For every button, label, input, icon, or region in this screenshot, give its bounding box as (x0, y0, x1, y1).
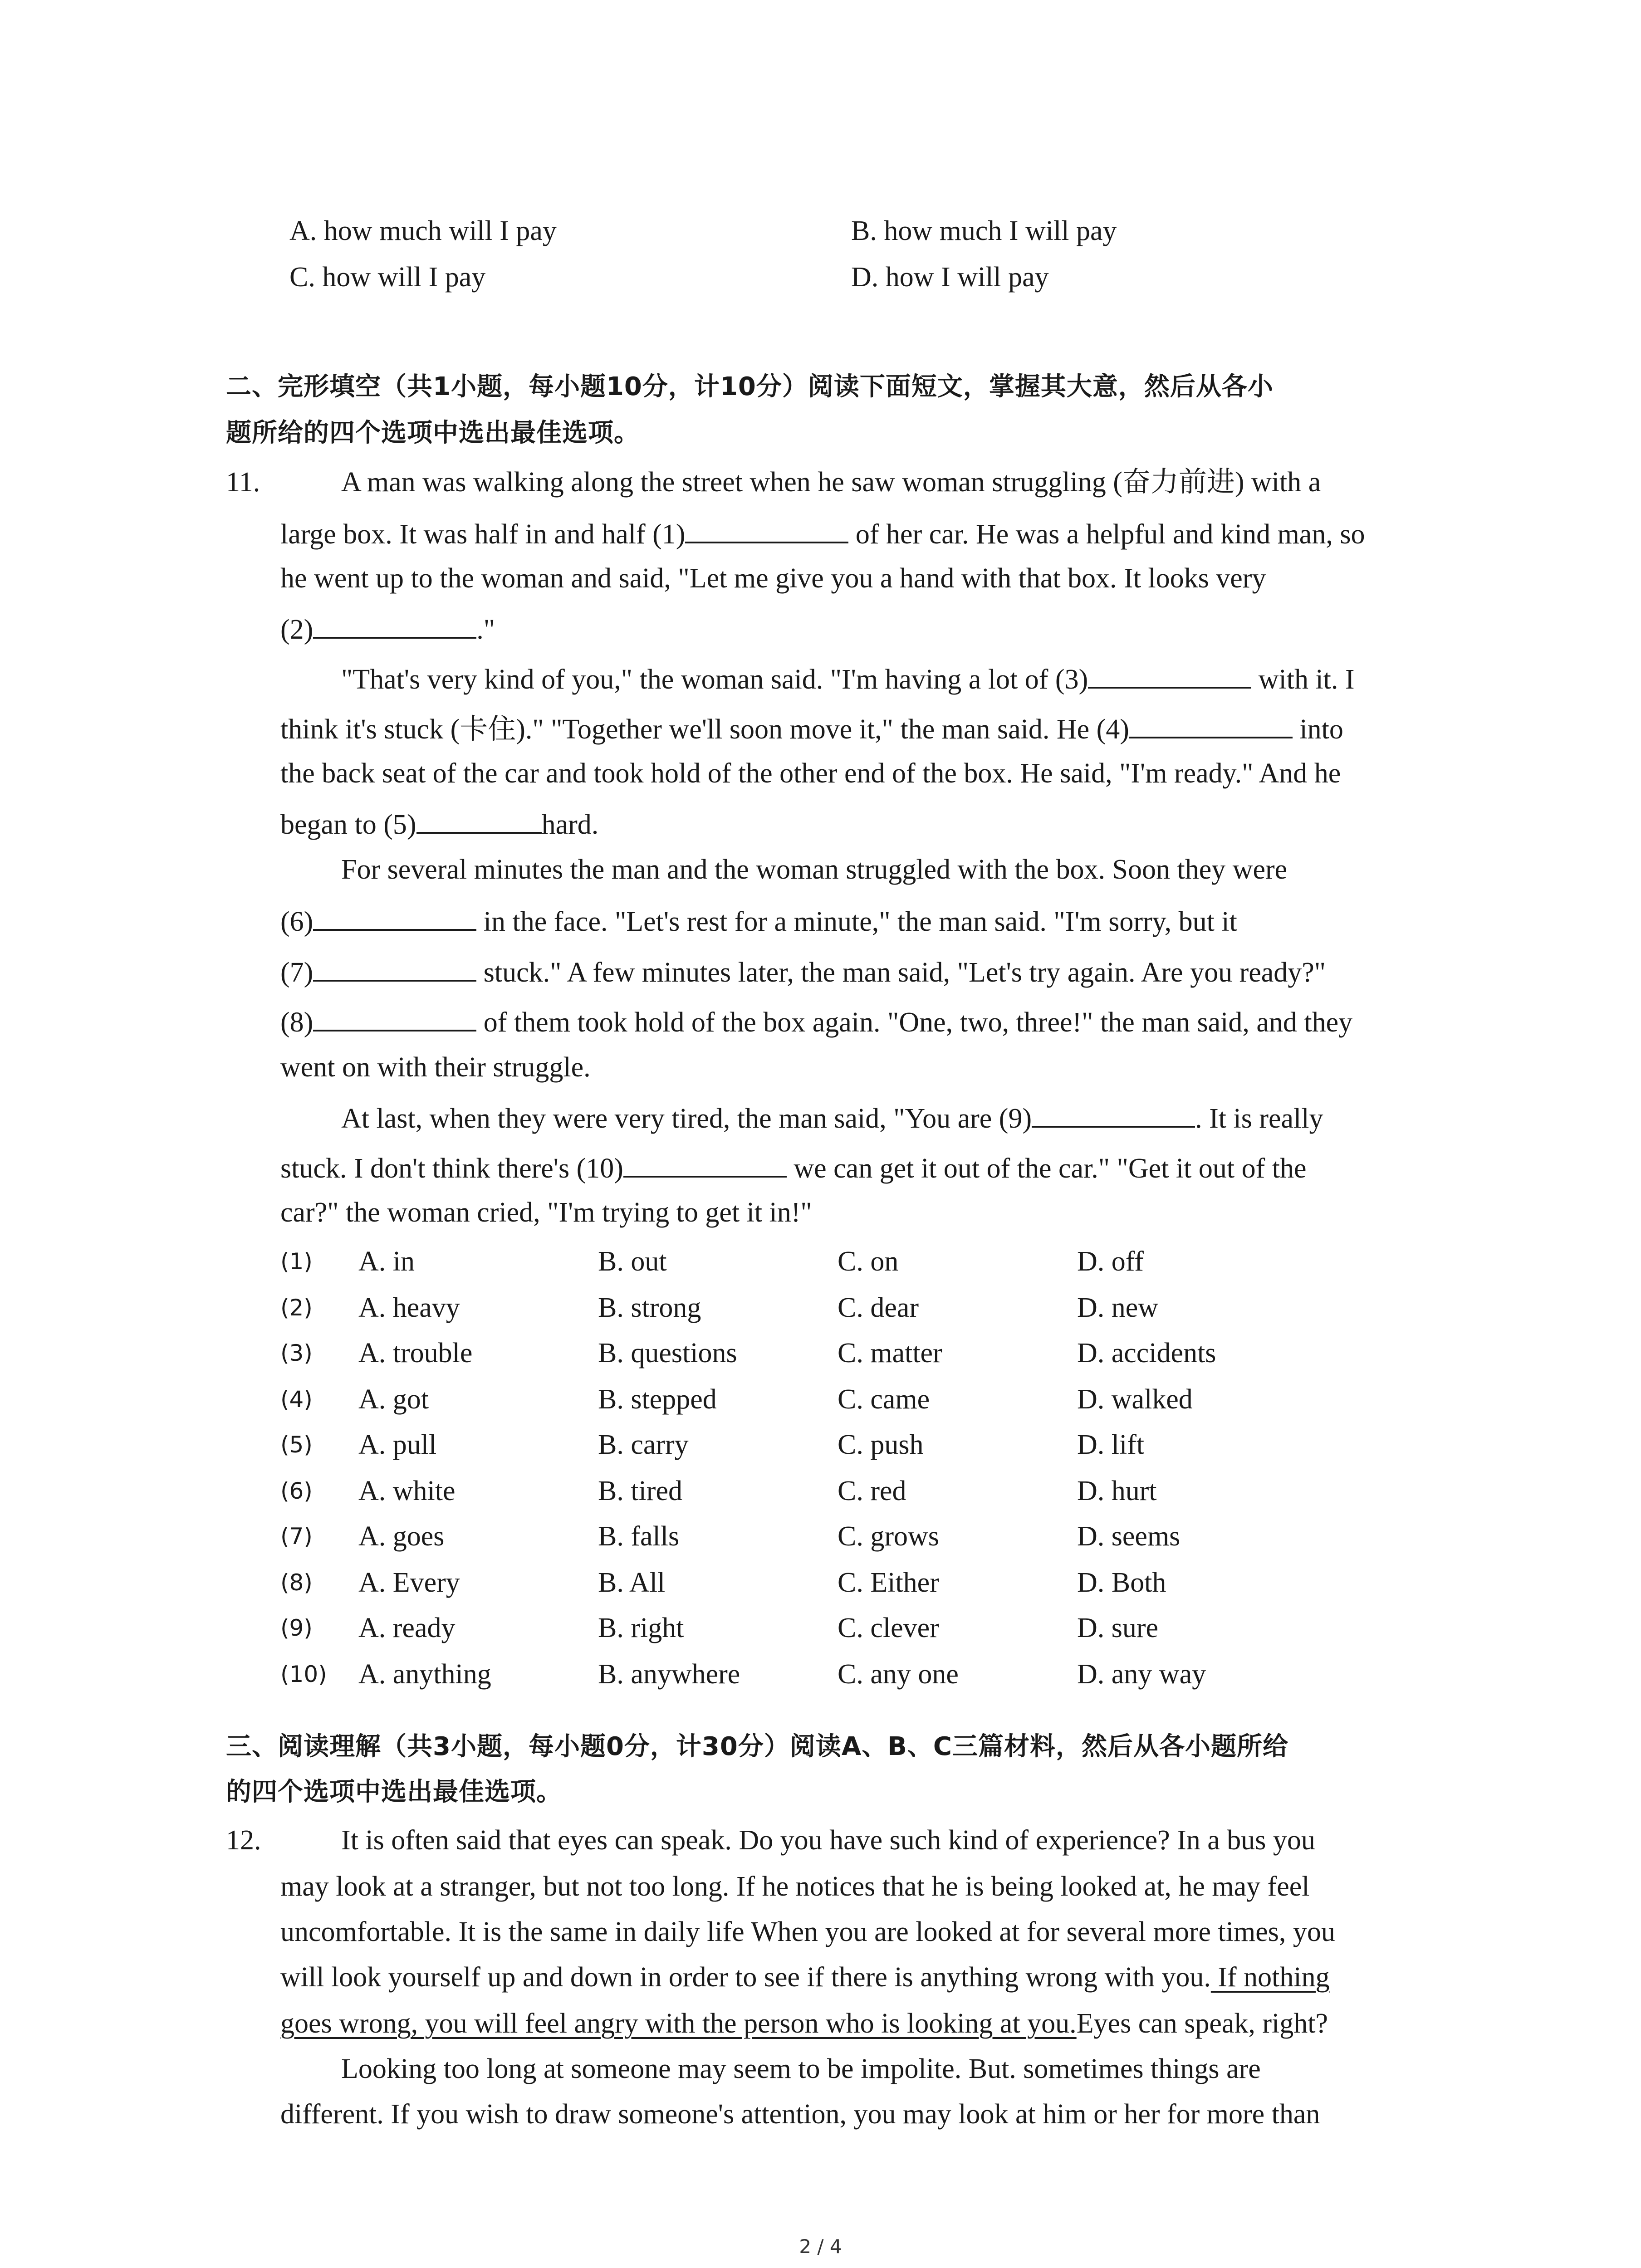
passage-line: will look yourself up and down in order to see if there is anything wrong with you. If nothing (280, 1962, 1330, 1993)
passage-line: "That's very kind of you," the woman said. "I'm having a lot of (3) with it. I (341, 664, 1355, 695)
passage-line: For several minutes the man and the woman struggled with the box. Soon they were (341, 854, 1288, 885)
option-d: D. Both (1077, 1567, 1166, 1598)
passage-line: (7) stuck." A few minutes later, the man said, "Let's try again. Are you ready?" (280, 957, 1326, 988)
option-c: C. clever (838, 1613, 939, 1643)
option-b: B. right (598, 1613, 684, 1643)
option-a: A. pull (358, 1429, 437, 1460)
option-d: D. hurt (1077, 1476, 1157, 1506)
option-c: C. came (838, 1384, 930, 1415)
option-a: A. goes (358, 1521, 445, 1552)
option-number: (3) (280, 1340, 313, 1366)
option-b: B. carry (598, 1429, 689, 1460)
passage-line: goes wrong, you will feel angry with the person who is looking at you.Eyes can speak, right? (280, 2008, 1328, 2039)
answer-blank (1088, 663, 1251, 689)
option-b: B. questions (598, 1338, 737, 1369)
option-number: (5) (280, 1432, 313, 1458)
option-d: D. walked (1077, 1384, 1193, 1415)
option-d: D. sure (1077, 1613, 1159, 1643)
passage-line: A man was walking along the street when he saw woman struggling (奋力前进) with a (341, 467, 1321, 498)
answer-blank (1032, 1102, 1195, 1128)
passage-line: (2) ." (280, 614, 495, 645)
q10-option-c: C. how will I pay (289, 262, 486, 293)
option-a: A. white (358, 1476, 456, 1506)
underlined-sentence: goes wrong, you will feel angry with the person who is looking at you. (280, 2008, 1077, 2039)
option-number: (10) (280, 1661, 327, 1687)
option-c: C. grows (838, 1521, 939, 1552)
option-c: C. Either (838, 1567, 939, 1598)
option-b: B. strong (598, 1292, 701, 1323)
passage-line: At last, when they were very tired, the man said, "You are (9) . It is really (341, 1103, 1323, 1134)
passage-line: Looking too long at someone may seem to be impolite. But. sometimes things are (341, 2053, 1261, 2084)
option-b: B. falls (598, 1521, 680, 1552)
answer-blank (313, 613, 476, 639)
answer-blank (685, 518, 848, 543)
option-b: B. All (598, 1567, 666, 1598)
option-c: C. any one (838, 1659, 959, 1690)
passage-line: (6) in the face. "Let's rest for a minute," the man said. "I'm sorry, but it (280, 906, 1237, 937)
passage-line: think it's stuck (卡住)." "Together we'll soon move it," the man said. He (4) into (280, 714, 1343, 745)
option-a: A. heavy (358, 1292, 460, 1323)
answer-blank (1129, 713, 1293, 738)
section3-heading-line1: 三、阅读理解（共3小题，每小题0分，计30分）阅读A、B、C三篇材料，然后从各小题所给 (226, 1732, 1288, 1761)
option-c: C. dear (838, 1292, 919, 1323)
option-number: (9) (280, 1615, 313, 1641)
q10-option-d: D. how I will pay (851, 262, 1049, 293)
option-c: C. matter (838, 1338, 942, 1369)
option-c: C. red (838, 1476, 906, 1506)
passage-line: (8) of them took hold of the box again. "One, two, three!" the man said, and they (280, 1007, 1353, 1038)
option-number: (8) (280, 1569, 313, 1596)
option-a: A. anything (358, 1659, 491, 1690)
option-number: (7) (280, 1523, 313, 1549)
section2-heading-line1: 二、完形填空（共1小题，每小题10分，计10分）阅读下面短文，掌握其大意，然后从各小 (226, 372, 1274, 401)
option-c: C. push (838, 1429, 924, 1460)
passage-line: may look at a stranger, but not too long. If he notices that he is being looked at, he may feel (280, 1871, 1310, 1902)
option-b: B. stepped (598, 1384, 717, 1415)
passage-line: uncomfortable. It is the same in daily life When you are looked at for several more times, you (280, 1916, 1335, 1947)
page-number: 2 / 4 (799, 2235, 842, 2258)
passage-line: large box. It was half in and half (1) of her car. He was a helpful and kind man, so (280, 519, 1365, 550)
question-number: 12. (226, 1825, 261, 1856)
option-number: (6) (280, 1478, 313, 1504)
passage-line: the back seat of the car and took hold of the other end of the box. He said, "I'm ready." And he (280, 758, 1341, 789)
passage-line: different. If you wish to draw someone's attention, you may look at him or her for more than (280, 2099, 1320, 2130)
option-a: A. Every (358, 1567, 460, 1598)
option-d: D. seems (1077, 1521, 1181, 1552)
answer-blank (623, 1152, 787, 1178)
passage-line: went on with their struggle. (280, 1052, 591, 1083)
q10-option-b: B. how much I will pay (851, 215, 1117, 246)
underlined-sentence: If nothing (1210, 1962, 1330, 1993)
option-number: (2) (280, 1295, 313, 1321)
q10-option-a: A. how much will I pay (289, 215, 557, 246)
section2-heading-line2: 题所给的四个选项中选出最佳选项。 (226, 418, 640, 448)
passage-line: car?" the woman cried, "I'm trying to get it in!" (280, 1197, 812, 1228)
option-number: (1) (280, 1248, 313, 1275)
option-a: A. ready (358, 1613, 456, 1643)
option-a: A. in (358, 1246, 415, 1277)
answer-blank (416, 808, 542, 834)
answer-blank (313, 1006, 476, 1031)
section3-heading-line2: 的四个选项中选出最佳选项。 (226, 1777, 562, 1807)
answer-blank (313, 905, 476, 931)
passage-line: It is often said that eyes can speak. Do you have such kind of experience? In a bus you (341, 1825, 1315, 1856)
option-a: A. trouble (358, 1338, 473, 1369)
option-d: D. new (1077, 1292, 1159, 1323)
option-d: D. any way (1077, 1659, 1206, 1690)
option-d: D. lift (1077, 1429, 1145, 1460)
question-number: 11. (226, 467, 260, 498)
option-b: B. tired (598, 1476, 682, 1506)
passage-line: he went up to the woman and said, "Let me give you a hand with that box. It looks very (280, 563, 1266, 594)
passage-line: began to (5) hard. (280, 809, 599, 840)
option-d: D. off (1077, 1246, 1144, 1277)
option-b: B. out (598, 1246, 667, 1277)
option-c: C. on (838, 1246, 899, 1277)
passage-line: stuck. I don't think there's (10) we can get it out of the car." "Get it out of the (280, 1153, 1307, 1184)
option-d: D. accidents (1077, 1338, 1216, 1369)
option-b: B. anywhere (598, 1659, 740, 1690)
answer-blank (313, 956, 476, 982)
option-number: (4) (280, 1386, 313, 1413)
option-a: A. got (358, 1384, 429, 1415)
